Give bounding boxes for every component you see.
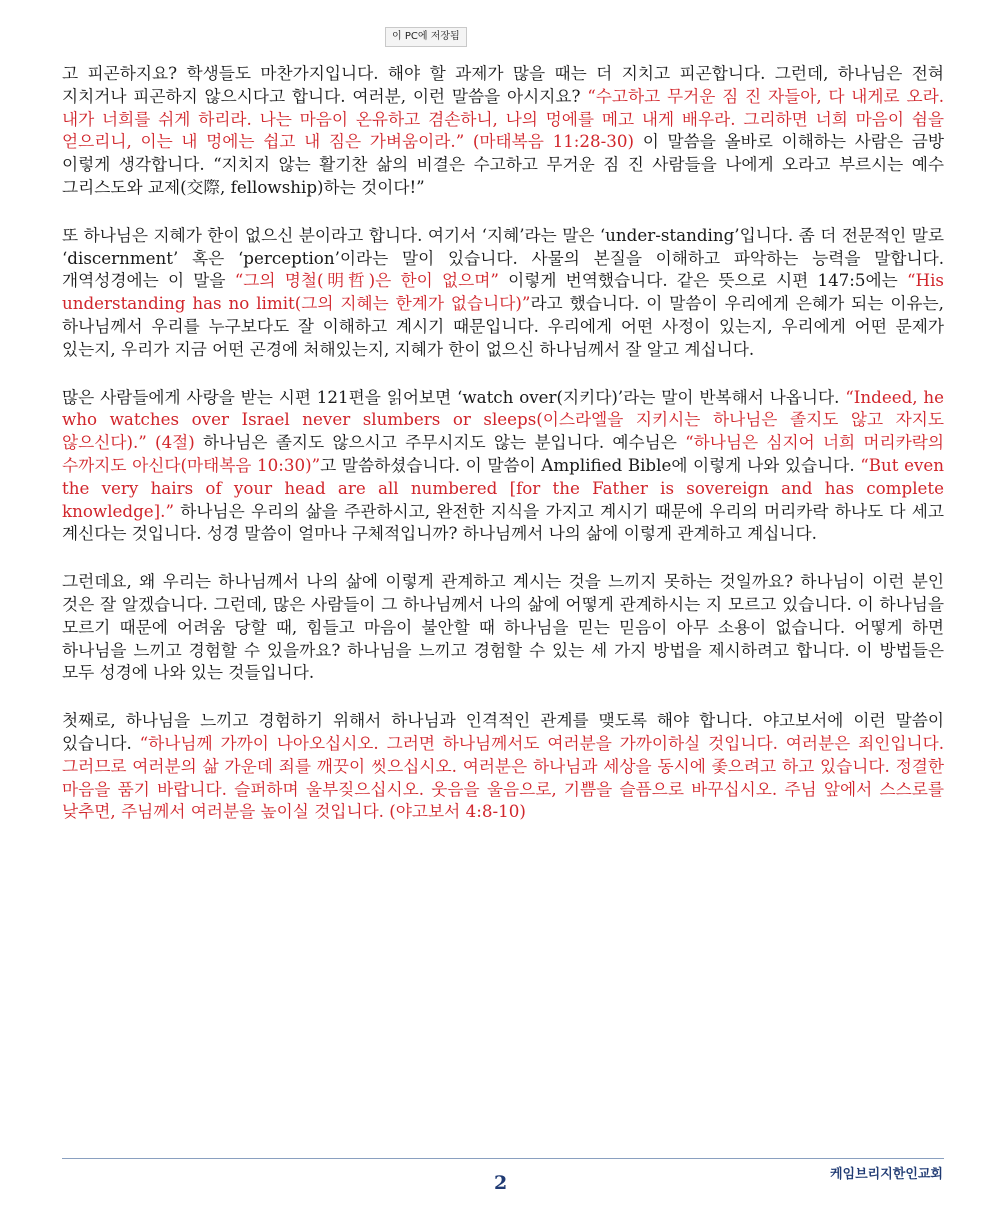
body-text: 첫째로, 하나님을 느끼고 경험하기 위해서 하나님과 인격적인 관계를 맺도록 해야 합니다. 야고보서에 이런 말씀이 있습니다. — [62, 710, 944, 753]
paragraph — [62, 709, 944, 823]
paragraph — [62, 570, 944, 684]
scripture-quote: “But even the very hairs of your head are all numbered [for the Father is sovereign and has complete knowledge].” — [62, 454, 945, 521]
scripture-quote: “수고하고 무거운 짐 진 자들아, 다 내게로 오라. 내가 너희를 쉬게 하리라. 나는 마음이 온유하고 겸손하니, 나의 멍에를 메고 내게 배우라. 그리하면 너희 마음이 쉼을 얻으리니, 이는 내 멍에는 쉽고 내 짐은 가벼움이라.” (마태복음 11:28-30) — [62, 85, 944, 152]
paragraph — [62, 62, 944, 199]
scripture-quote: “하나님은 심지어 너희 머리카락의 수까지도 아신다(마태복음 10:30)” — [62, 432, 945, 475]
paragraph — [62, 224, 944, 361]
body-text: 이 말씀을 올바로 이해하는 사람은 금방 이렇게 생각합니다. “지치지 않는 활기찬 삶의 비결은 수고하고 무거운 짐 진 사람들을 나에게 오라고 부르시는 예수 그리스도와 교제(交際, fellowship)하는 것이다!” — [62, 131, 944, 197]
body-text: 라고 했습니다. 이 말씀이 우리에게 은혜가 되는 이유는, 하나님께서 우리를 누구보다도 잘 이해하고 계시기 때문입니다. 우리에게 어떤 사정이 있는지, 우리에게 어떤 문제가 있는지, 우리가 지금 어떤 곤경에 처해있는지, 지혜가 한이 없으신 하나님께서 잘 알고 계십니다. — [62, 293, 944, 359]
document-body — [62, 62, 944, 848]
church-name-footer: 케임브리지한인교회 — [829, 1167, 943, 1182]
saved-to-pc-badge[interactable]: 이 PC에 저장됨 — [385, 27, 467, 47]
body-text: 많은 사람들에게 사랑을 받는 시편 121편을 읽어보면 ‘watch over(지키다)’라는 말이 반복해서 나옵니다. — [62, 386, 846, 407]
page-number: 2 — [494, 1172, 508, 1194]
body-text: 하나님은 졸지도 않으시고 주무시지도 않는 분입니다. 예수님은 — [194, 432, 686, 453]
body-text: 하나님은 우리의 삶을 주관하시고, 완전한 지식을 가지고 계시기 때문에 우리의 머리카락 하나도 다 세고 계신다는 것입니다. 성경 말씀이 얼마나 구체적입니까? 하나님께서 나의 삶에 이렇게 관계하고 계십니다. — [62, 500, 944, 544]
scripture-quote: “그의 명철(明哲)은 한이 없으며” — [234, 270, 499, 291]
scripture-quote: “하나님께 가까이 나아오십시오. 그러면 하나님께서도 여러분을 가까이하실 것입니다. 여러분은 죄인입니다. 그러므로 여러분의 삶 가운데 죄를 깨끗이 씻으십시오. 여러분은 하나님과 세상을 동시에 좇으려고 하고 있습니다. 정결한 마음을 품기 바랍니다. 슬퍼하며 울부짖으십시오. 웃음을 울음으로, 기쁨을 슬픔으로 바꾸십시오. 주님 앞에서 스스로를 낮추면, 주님께서 여러분을 높이실 것입니다. (야고보서 4:8-10) — [62, 732, 945, 822]
scripture-quote: “Indeed, he who watches over Israel never slumbers or sleeps(이스라엘을 지키시는 하나님은 졸지도 않고 자지도 않으신다).” (4절) — [62, 386, 945, 453]
body-text: 고 피곤하지요? 학생들도 마찬가지입니다. 해야 할 과제가 많을 때는 더 지치고 피곤합니다. 그런데, 하나님은 전혀 지치거나 피곤하지 않으시다고 합니다. 여러분, 이런 말씀을 아시지요? — [62, 63, 944, 106]
body-text: 이렇게 번역했습니다. 같은 뜻으로 시편 147:5에는 — [498, 270, 908, 291]
body-text: 또 하나님은 지혜가 한이 없으신 분이라고 합니다. 여기서 ‘지혜’라는 말은 ‘under-standing’입니다. 좀 더 전문적인 말로 ‘discernment’ 혹은 ‘perception’이라는 말이 있습니다. 사물의 본질을 이해하고 파악하는 능력을 말합니다. 개역성경에는 이 말을 — [62, 224, 944, 291]
footer-divider — [62, 1158, 944, 1159]
body-text: 고 말씀하셨습니다. 이 말씀이 Amplified Bible에 이렇게 나와 있습니다. — [320, 454, 861, 475]
scripture-quote: “His understanding has no limit(그의 지혜는 한계가 없습니다)” — [62, 270, 945, 314]
body-text: 그런데요, 왜 우리는 하나님께서 나의 삶에 이렇게 관계하고 계시는 것을 느끼지 못하는 것일까요? 하나님이 이런 분인 것은 잘 알겠습니다. 그런데, 많은 사람들이 그 하나님께서 나의 삶에 어떻게 관계하시는 지 모르고 있습니다. 이 하나님을 모르기 때문에 어려움 당할 때, 힘들고 마음이 불안할 때 하나님을 믿는 믿음이 아무 소용이 없습니다. 어떻게 하면 하나님을 느끼고 경험할 수 있을까요? 하나님을 느끼고 경험할 수 있는 세 가지 방법을 제시하려고 합니다. 이 방법들은 모두 성경에 나와 있는 것들입니다. — [62, 571, 944, 683]
paragraph — [62, 386, 944, 546]
